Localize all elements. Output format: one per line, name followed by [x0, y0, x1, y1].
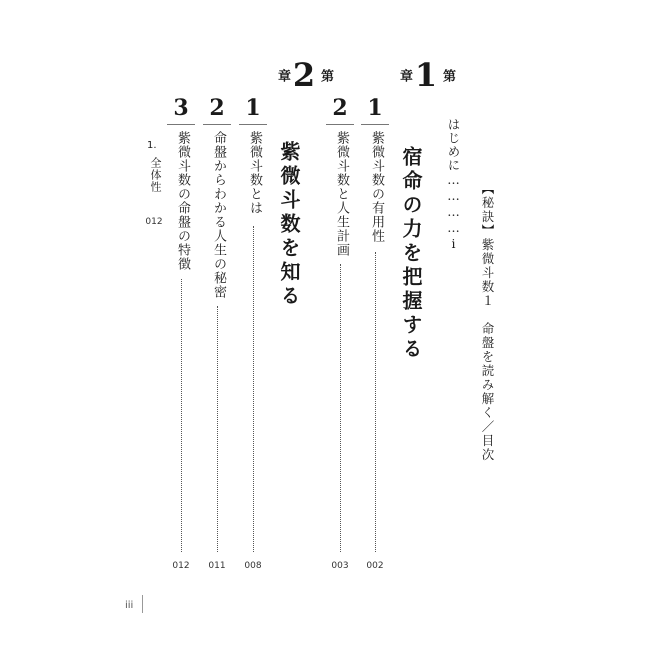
chapter-2-label [276, 57, 332, 93]
section-1-2-leader [340, 264, 341, 552]
folio-bar [142, 595, 143, 613]
section-1-1-title[interactable]: 紫微斗数の有用性 [369, 131, 384, 243]
section-1-2-page: 003 [331, 561, 349, 571]
subsection-2-3-1-page: 012 [145, 217, 163, 227]
section-2-1-title[interactable]: 紫微斗数とは [247, 131, 262, 215]
section-2-3-rule [167, 124, 195, 125]
page-folio: iii [125, 600, 134, 611]
section-2-3-number: 3 [173, 95, 189, 121]
chapter-2-number: 2 [292, 56, 316, 94]
intro-entry[interactable]: はじめに…………i [446, 118, 461, 252]
section-2-3-title[interactable]: 紫微斗数の命盤の特徴 [175, 131, 190, 271]
section-2-2-rule [203, 124, 231, 125]
section-1-1-rule [361, 124, 389, 125]
section-2-1-page: 008 [244, 561, 262, 571]
subsection-2-3-1-title[interactable]: 全体性 [149, 157, 162, 193]
section-1-1-page: 002 [366, 561, 384, 571]
section-2-1-rule [239, 124, 267, 125]
section-2-2-page: 011 [208, 561, 226, 571]
section-2-1-number: 1 [245, 95, 261, 121]
section-2-3-page: 012 [172, 561, 190, 571]
chapter-2-prefix: 第 [318, 68, 333, 82]
section-2-2-number: 2 [209, 95, 225, 121]
section-1-2-rule [326, 124, 354, 125]
chapter-1-prefix: 第 [440, 68, 455, 82]
chapter-1-label [398, 57, 454, 93]
chapter-1-number: 1 [414, 56, 438, 94]
chapter-1-suffix: 章 [397, 68, 412, 82]
section-2-1-leader [253, 226, 254, 552]
section-1-2-number: 2 [332, 95, 348, 121]
chapter-2-suffix: 章 [275, 68, 290, 82]
book-title: 【秘訣】紫微斗数１ 命盤を読み解く／目次 [480, 182, 495, 462]
chapter-2-title[interactable]: 紫微斗数を知る [277, 141, 301, 309]
chapter-1-title[interactable]: 宿命の力を把握する [399, 146, 423, 362]
section-1-1-leader [375, 252, 376, 552]
section-2-2-title[interactable]: 命盤からわかる人生の秘密 [211, 131, 226, 299]
subsection-2-3-1-number: 1. [147, 140, 157, 151]
section-1-2-title[interactable]: 紫微斗数と人生計画 [334, 131, 349, 257]
section-2-3-leader [181, 279, 182, 552]
section-2-2-leader [217, 306, 218, 552]
section-1-1-number: 1 [367, 95, 383, 121]
